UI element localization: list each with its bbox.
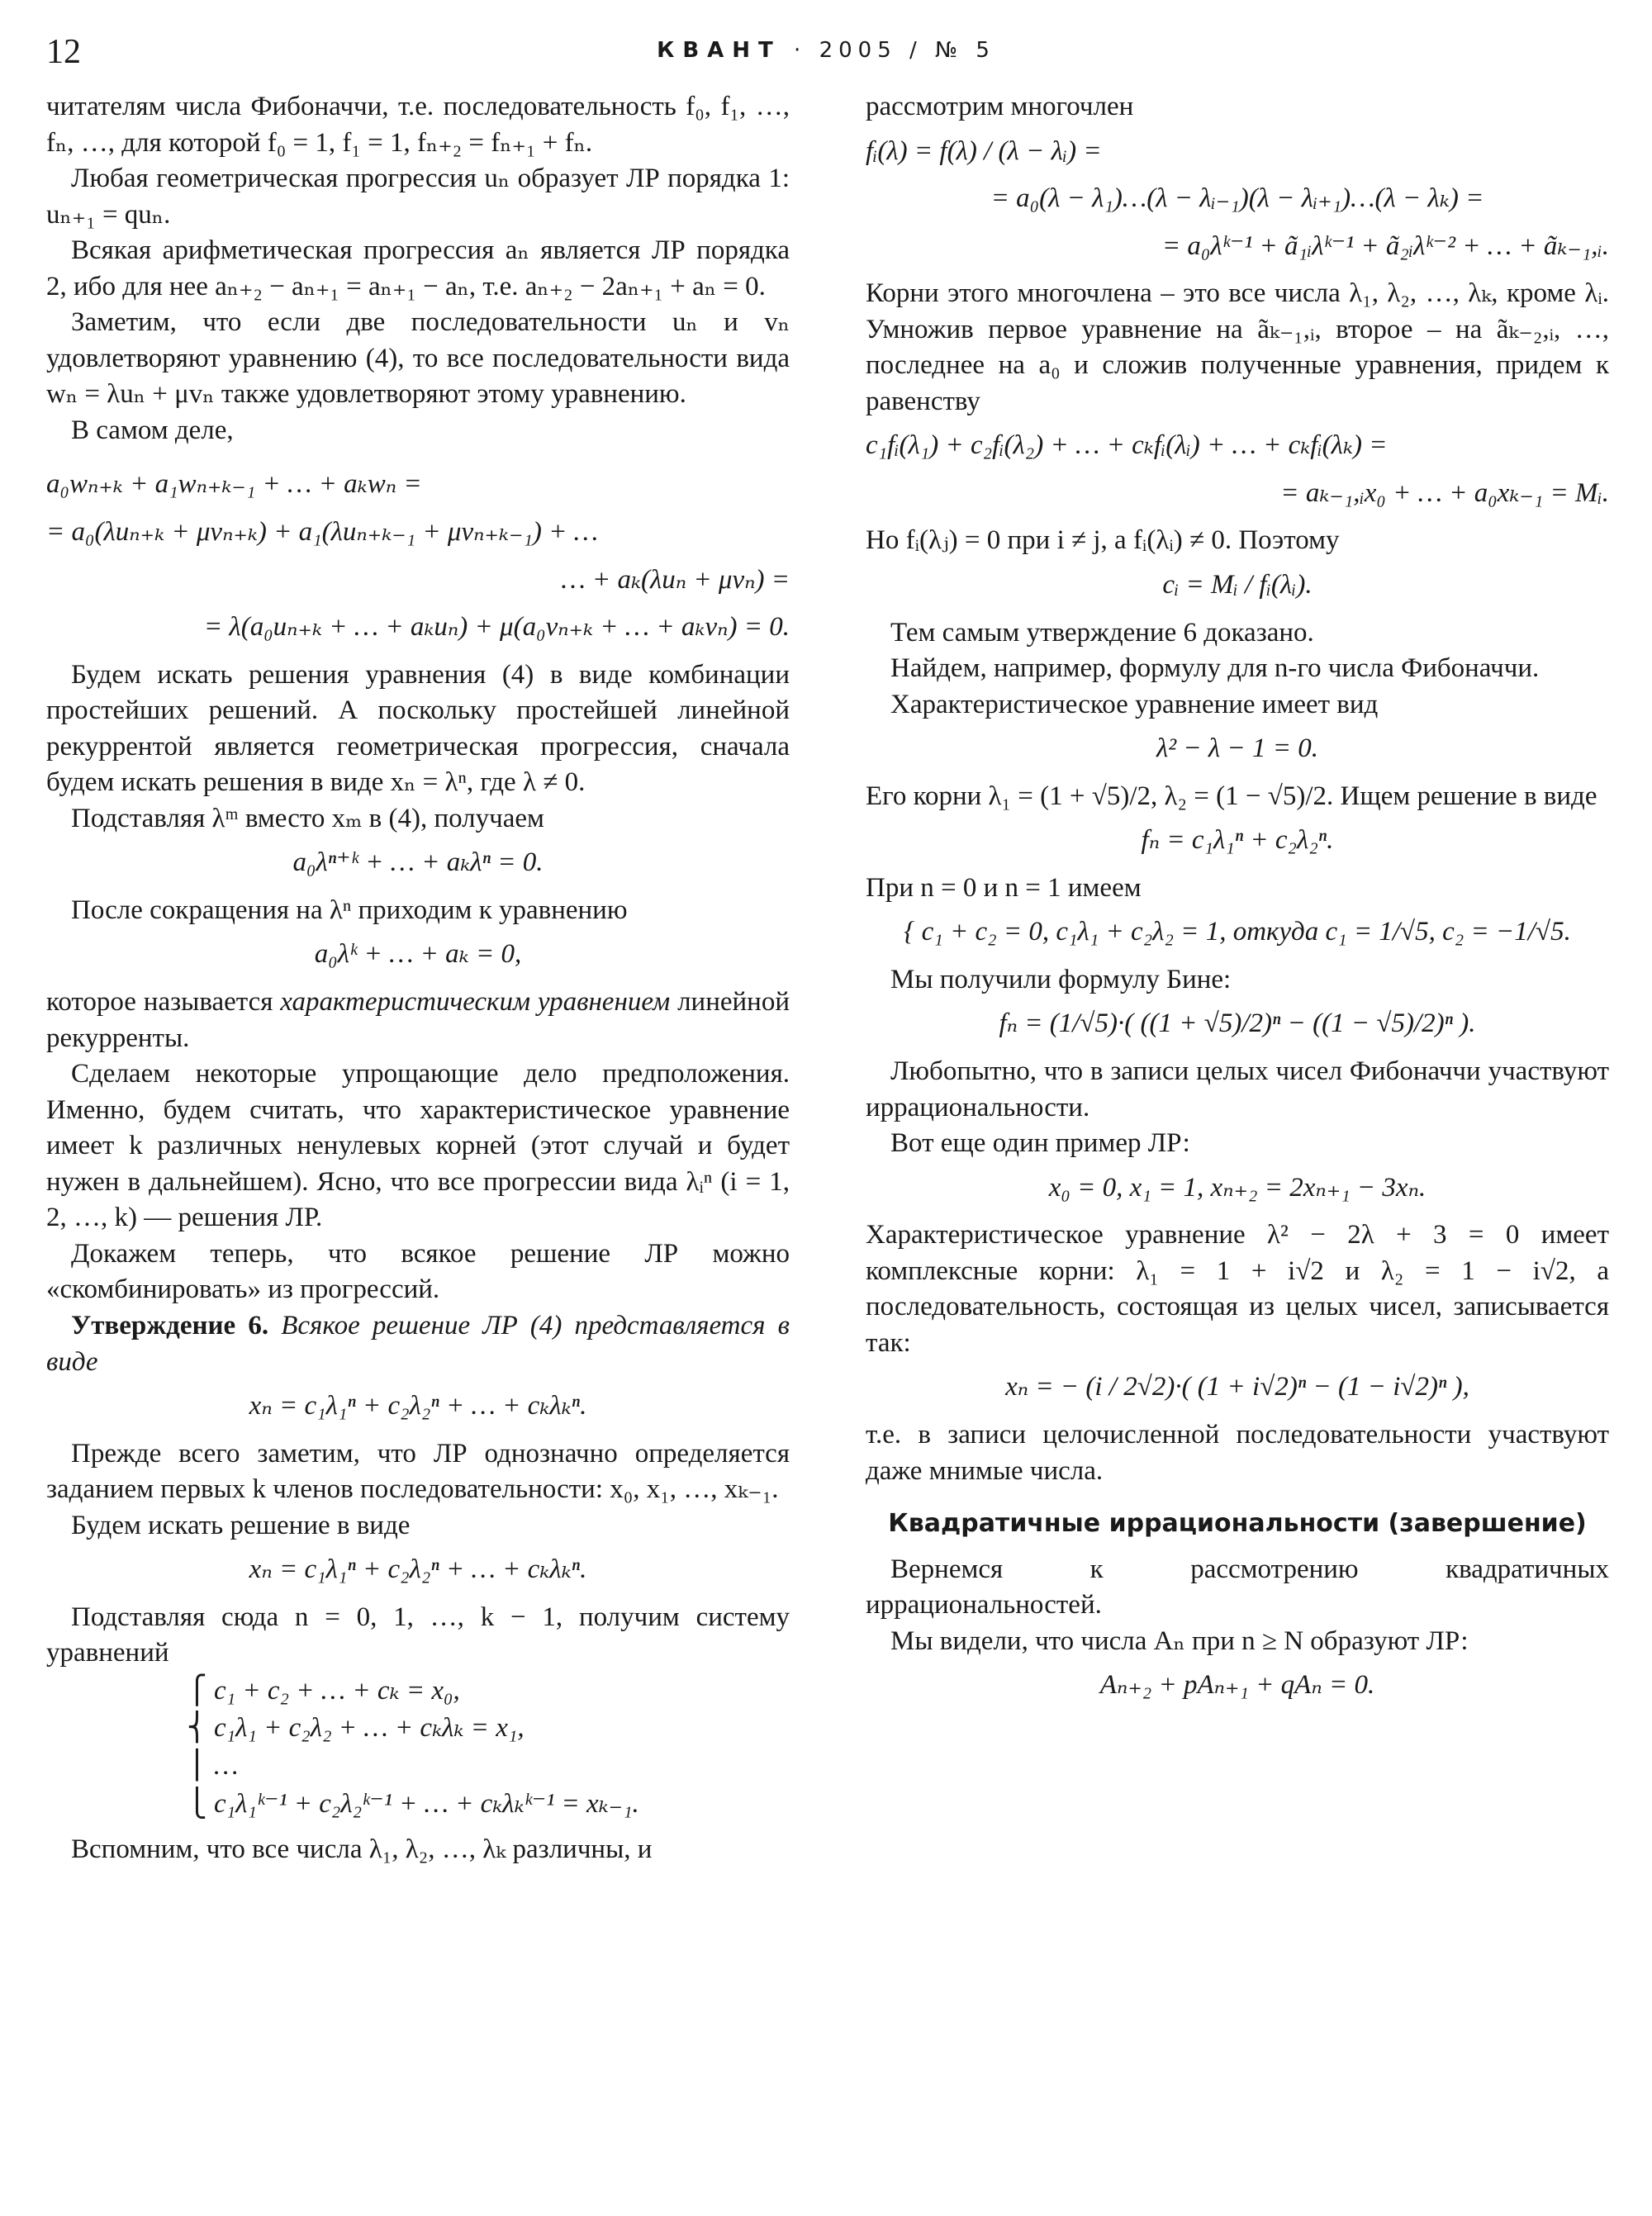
paragraph: Докажем теперь, что всякое решение ЛР можно «скомбинировать» из прогрессий. [46, 1238, 790, 1305]
statement [46, 1308, 790, 1380]
paragraph: Сделаем некоторые упрощающие дело предположения. Именно, будем считать, что характеристическое уравнение имеет k различных ненулевых корней (этот случай и будет нужен в дальнейшем). Ясно, что все прогрессии вида λᵢⁿ (i = 1, 2, …, k) — решения ЛР. [46, 1059, 790, 1233]
formula: λ² − λ − 1 = 0. [1156, 733, 1319, 764]
paragraph: Мы видели, что числа Aₙ при n ≥ N образуют ЛР: [890, 1625, 1469, 1656]
formula: cᵢ = Mᵢ / fᵢ(λᵢ). [1162, 570, 1313, 600]
paragraph [46, 985, 790, 1056]
paragraph: После сокращения на λⁿ приходим к уравнению [71, 894, 628, 925]
system-row: ⎩ c₁λ₁ᵏ⁻¹ + c₂λ₂ᵏ⁻¹ + … + cₖλₖᵏ⁻¹ = xₖ₋₁. [187, 1788, 639, 1819]
journal-issue: · 2005 / № 5 [794, 38, 995, 63]
formula: = a₀λᵏ⁻¹ + ã₁ᵢλᵏ⁻¹ + ã₂ᵢλᵏ⁻² + … + ãₖ₋₁,ᵢ. [1161, 230, 1609, 261]
paragraph: Любая геометрическая прогрессия uₙ образует ЛР порядка 1: uₙ₊₁ = quₙ. [46, 164, 790, 230]
paragraph: Любопытно, что в записи целых чисел Фибоначчи участвуют иррациональности. [866, 1056, 1609, 1122]
section-title: Квадратичные иррациональности (завершение) [888, 1509, 1587, 1539]
paragraph: Но fᵢ(λⱼ) = 0 при i ≠ j, а fᵢ(λᵢ) ≠ 0. Поэтому [866, 525, 1340, 556]
paragraph: т.е. в записи целочисленной последовательности участвуют даже мнимые числа. [866, 1419, 1609, 1486]
paragraph: Найдем, например, формулу для n-го числа Фибоначчи. [890, 653, 1540, 684]
paragraph: Мы получили формулу Бине: [890, 964, 1232, 994]
statement-label: Утверждение 6. [71, 1310, 269, 1341]
right-column [866, 89, 1609, 1715]
formula: { c₁ + c₂ = 0, c₁λ₁ + c₂λ₂ = 1, откуда c₁ = 1/√5, c₂ = −1/√5. [904, 917, 1571, 947]
formula: fᵢ(λ) = f(λ) / (λ − λᵢ) = [866, 135, 1102, 166]
left-column [46, 89, 790, 1868]
formula: a₀λᵏ + … + aₖ = 0, [314, 939, 522, 970]
page-number: 12 [46, 33, 81, 71]
formula: xₙ = − (i / 2√2)·( (1 + i√2)ⁿ − (1 − i√2)ⁿ ), [1005, 1372, 1469, 1402]
paragraph: Заметим, что если две последовательности uₙ и vₙ удовлетворяют уравнению (4), то все последовательности вида wₙ = λuₙ + μvₙ также удовлетворяют этому уравнению. [46, 307, 790, 410]
paragraph: Всякая арифметическая прогрессия aₙ является ЛР порядка 2, ибо для нее aₙ₊₂ − aₙ₊₁ = aₙ₊₁ − aₙ, т.е. aₙ₊₂ − 2aₙ₊₁ + aₙ = 0. [46, 235, 790, 301]
paragraph: Подставляя λᵐ вместо xₘ в (4), получаем [71, 803, 544, 833]
system-row: ⎪ … [187, 1750, 239, 1781]
formula: fₙ = (1/√5)·( ((1 + √5)/2)ⁿ − ((1 − √5)/2)ⁿ ). [999, 1008, 1476, 1039]
equation-system [187, 1673, 790, 1822]
system-row: ⎧ c₁ + c₂ + … + cₖ = x₀, [187, 1675, 460, 1706]
formula: = aₖ₋₁,ᵢx₀ + … + a₀xₖ₋₁ = Mᵢ. [1280, 477, 1609, 508]
formula: a₀wₙ₊ₖ + a₁wₙ₊ₖ₋₁ + … + aₖwₙ = [46, 469, 422, 500]
paragraph: Вот еще один пример ЛР: [890, 1128, 1190, 1159]
formula: Aₙ₊₂ + pAₙ₊₁ + qAₙ = 0. [1099, 1670, 1375, 1701]
paragraph: Корни этого многочлена – это все числа λ₁, λ₂, …, λₖ, кроме λᵢ. Умножив первое уравнение на ãₖ₋₁,ᵢ, второе – на ãₖ₋₂,ᵢ, …, последнее на a₀ и сложив полученные уравнения, придем к равенству [866, 278, 1609, 416]
paragraph: Характеристическое уравнение λ² − 2λ + 3 = 0 имеет комплексные корни: λ₁ = 1 + i√2 и λ₂ = 1 − i√2, а последовательность, состоящая из целых чисел, записывается так: [866, 1220, 1609, 1358]
paragraph: Характеристическое уравнение имеет вид [890, 689, 1379, 719]
formula: = a₀(λ − λ₁)…(λ − λᵢ₋₁)(λ − λᵢ₊₁)…(λ − λₖ) = [990, 183, 1484, 214]
formula: x₀ = 0, x₁ = 1, xₙ₊₂ = 2xₙ₊₁ − 3xₙ. [1048, 1172, 1427, 1203]
paragraph: читателям числа Фибоначчи, т.е. последовательность f₀, f₁, …, fₙ, …, для которой f₀ = 1, f₁ = 1, fₙ₊₂ = fₙ₊₁ + fₙ. [46, 92, 790, 158]
paragraph: В самом деле, [71, 415, 234, 445]
journal-name: КВАНТ [657, 38, 781, 63]
paragraph: Тем самым утверждение 6 доказано. [890, 617, 1314, 648]
paragraph: Подставляя сюда n = 0, 1, …, k − 1, получим систему уравнений [46, 1601, 790, 1668]
formula: fₙ = c₁λ₁ⁿ + c₂λ₂ⁿ. [1141, 825, 1334, 856]
paragraph: Вспомним, что все числа λ₁, λ₂, …, λₖ различны, и [71, 1834, 653, 1865]
formula: xₙ = c₁λ₁ⁿ + c₂λ₂ⁿ + … + cₖλₖⁿ. [249, 1391, 587, 1421]
text-run: которое называется [46, 987, 281, 1018]
formula: … + aₖ(λuₙ + μvₙ) = [561, 564, 790, 595]
formula: c₁fᵢ(λ₁) + c₂fᵢ(λ₂) + … + cₖfᵢ(λᵢ) + … + cₖfᵢ(λₖ) = [866, 430, 1388, 461]
paragraph: Прежде всего заметим, что ЛР однозначно определяется заданием первых k членов последовательности: x₀, x₁, …, xₖ₋₁. [46, 1438, 790, 1505]
formula: = a₀(λuₙ₊ₖ + μvₙ₊ₖ) + a₁(λuₙ₊ₖ₋₁ + μvₙ₊ₖ₋₁) + … [46, 517, 598, 548]
formula: xₙ = c₁λ₁ⁿ + c₂λ₂ⁿ + … + cₖλₖⁿ. [249, 1554, 587, 1585]
paragraph: рассмотрим многочлен [866, 92, 1134, 121]
paragraph: Будем искать решение в виде [71, 1510, 411, 1540]
paragraph: Будем искать решения уравнения (4) в виде комбинации простейших решений. А поскольку простейшей линейной рекуррентой является геометрическая прогрессия, сначала будем искать решения в виде xₙ = λⁿ, где λ ≠ 0. [46, 659, 790, 798]
statement-text: Всякое решение ЛР (4) представляется в виде [46, 1310, 790, 1377]
paragraph: Вернемся к рассмотрению квадратичных иррациональностей. [866, 1554, 1609, 1620]
term-emphasis: характеристическим уравнением [280, 987, 671, 1018]
paragraph: При n = 0 и n = 1 имеем [866, 872, 1142, 903]
journal-title [46, 36, 1606, 64]
text-run: линейной рекурренты. [46, 987, 790, 1053]
formula: = λ(a₀uₙ₊ₖ + … + aₖuₙ) + μ(a₀vₙ₊ₖ + … + aₖvₙ) = 0. [203, 612, 790, 643]
paragraph: Его корни λ₁ = (1 + √5)/2, λ₂ = (1 − √5)/2. Ищем решение в виде [866, 781, 1597, 811]
page-header [46, 30, 1606, 79]
formula: a₀λⁿ⁺ᵏ + … + aₖλⁿ = 0. [292, 847, 544, 878]
system-row: ⎨ c₁λ₁ + c₂λ₂ + … + cₖλₖ = x₁, [187, 1713, 525, 1744]
